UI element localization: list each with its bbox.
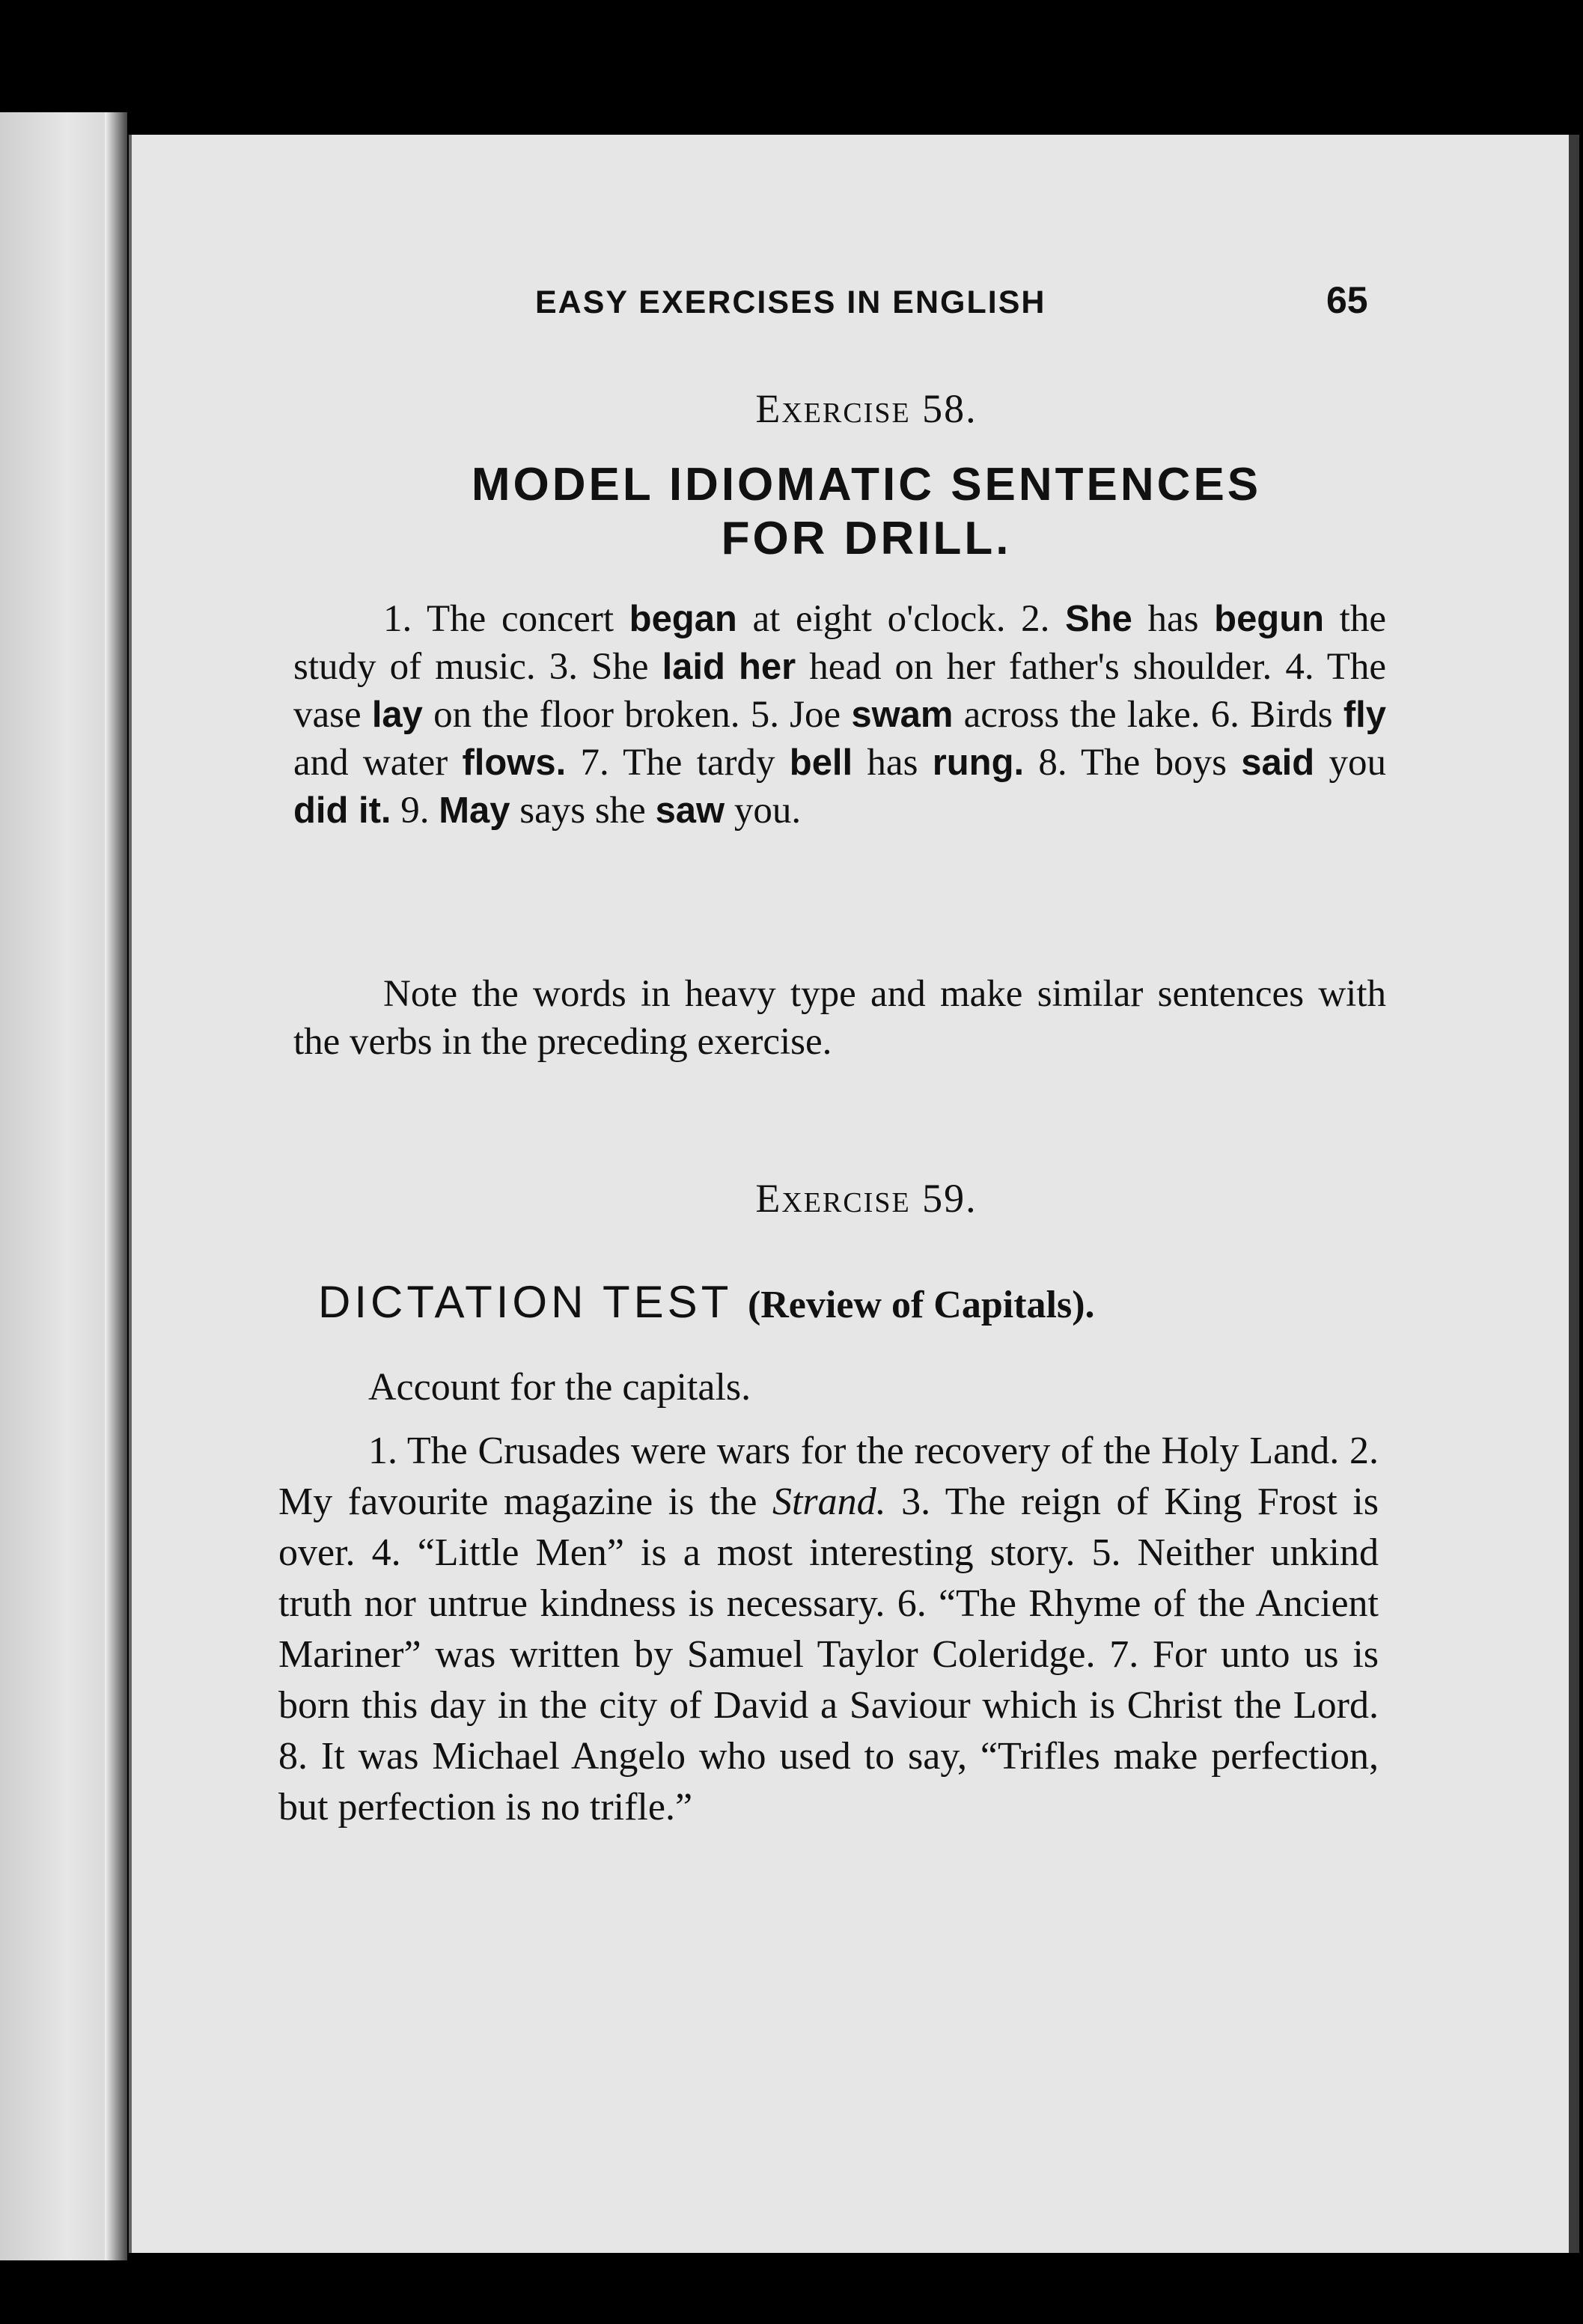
exercise-59-instruction <box>278 1362 1379 1413</box>
heavy-type-word: laid <box>662 647 725 687</box>
sentence-text: you. <box>725 790 802 832</box>
exercise-58-sentences <box>293 595 1386 835</box>
exercise-59-heading <box>318 1276 1095 1328</box>
dictation-italic-title: Strand. <box>772 1480 886 1523</box>
heavy-type-word: begun <box>1214 599 1325 639</box>
heavy-type-word: saw <box>655 790 725 831</box>
sentence-text: and water <box>293 742 463 784</box>
heavy-type-word: lay <box>371 695 423 735</box>
note-text: Note the words in heavy type and make similar sentences with the verbs in the preceding exercise. <box>293 973 1386 1063</box>
sentence-text: at eight o'clock. 2. <box>736 598 1066 640</box>
exercise-58-label: Exercise 58. <box>755 386 977 431</box>
sentence-text: head on her father's shoulder. 4. The vase <box>293 646 1386 736</box>
exercise-58-heading-line2: FOR DRILL. <box>721 513 1012 564</box>
sentence-text: 1. The concert <box>383 598 629 640</box>
sentence-text: 7. The tardy <box>566 742 790 784</box>
heavy-type-word: began <box>629 599 737 639</box>
dictation-heading-main: DICTATION TEST <box>318 1277 732 1327</box>
heavy-type-word: flows. <box>462 742 567 783</box>
heavy-type-word: fly <box>1343 695 1386 735</box>
heavy-type-word: did it. <box>293 790 391 831</box>
exercise-58-note <box>293 970 1386 1066</box>
exercise-58-heading-line1: MODEL IDIOMATIC SENTENCES <box>471 459 1262 510</box>
heavy-type-word: rung. <box>932 742 1025 783</box>
heavy-type-word: swam <box>851 695 954 735</box>
sentence-text: on the floor broken. 5. Joe <box>422 694 852 736</box>
dictation-text-part1: 1. The Crusades were wars for the recovery of the Holy Land. 2. My favourite magazine is the <box>278 1430 1379 1523</box>
heavy-type-word: her <box>738 647 796 687</box>
sentence-text: has <box>1132 598 1215 640</box>
exercise-59-dictation-text <box>278 1426 1379 1833</box>
running-title: EASY EXERCISES IN ENGLISH <box>535 284 1046 320</box>
sentence-text: says she <box>510 790 656 832</box>
sentence-text: 9. <box>391 790 439 832</box>
heavy-type-word: bell <box>789 742 853 783</box>
instruction-text: Account for the capitals. <box>368 1366 751 1409</box>
sentence-text: has <box>852 742 933 784</box>
sentence-text: 8. The boys <box>1024 742 1242 784</box>
sentence-text: across the lake. 6. Birds <box>953 694 1343 736</box>
heavy-type-word: May <box>439 790 510 831</box>
sentence-text <box>725 646 739 688</box>
dictation-heading-sub: (Review of Capitals). <box>747 1284 1095 1326</box>
heavy-type-word: She <box>1065 599 1132 639</box>
exercise-59-label: Exercise 59. <box>755 1176 977 1221</box>
page-number: 65 <box>1326 279 1368 321</box>
sentence-text: the study of music. 3. She <box>293 598 1386 688</box>
sentence-text: you <box>1314 742 1386 784</box>
heavy-type-word: said <box>1241 742 1315 783</box>
dictation-text-part2: 3. The reign of King Frost is over. 4. “Little Men” is a most interesting story. 5. Neither unkind truth nor untrue kindness is necessary. 6. “The Rhyme of the Ancient Mariner” was written by Samuel Taylor Coleridge. 7. For unto us is born this day in the city of David a Saviour which is Christ the Lord. 8. It was Michael Angelo who used to say, “Trifles make perfection, but perfection is no trifle.” <box>278 1480 1379 1829</box>
